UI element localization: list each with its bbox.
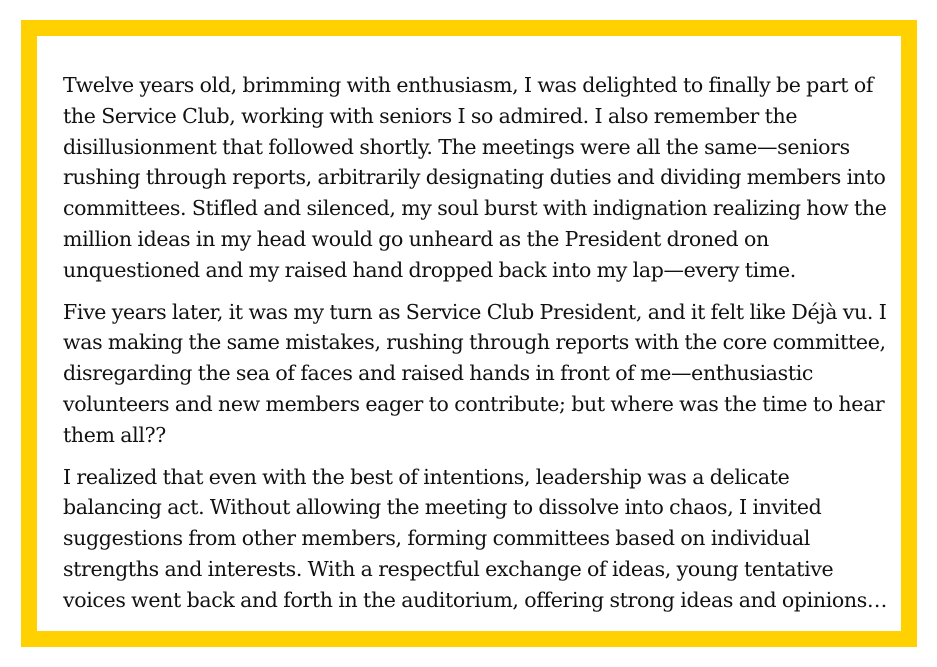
paragraph-3: I realized that even with the best of intentions, leadership was a delicate balancing act. Without allowing the meeting to dissolve into chaos, I invited suggestions from other members, forming committees based on individual strengths and interests. With a respectful exchange of ideas, young tentative voices went back and forth in the auditorium, offering strong ideas and opinions… bbox=[63, 464, 888, 612]
paragraph-1: Twelve years old, brimming with enthusiasm, I was delighted to finally be part of the Service Club, working with seniors I so admired. I also remember the disillusionment that followed shortly. The meetings were all the same—seniors rushing through reports, arbitrarily designating duties and dividing members into committees. Stifled and silenced, my soul burst with indignation realizing how the million ideas in my head would go unheard as the President droned on unquestioned and my raised hand dropped back into my lap—every time. bbox=[63, 73, 887, 282]
paragraph-2: Five years later, it was my turn as Service Club President, and it felt like Déjà vu. I was making the same mistakes, rushing through reports with the core committee, disregarding the sea of faces and raised hands in front of me—enthusiastic volunteers and new members eager to contribute; but where was the time to hear them all?? bbox=[63, 299, 887, 447]
essay-body bbox=[63, 70, 893, 627]
essay-frame bbox=[21, 20, 917, 647]
